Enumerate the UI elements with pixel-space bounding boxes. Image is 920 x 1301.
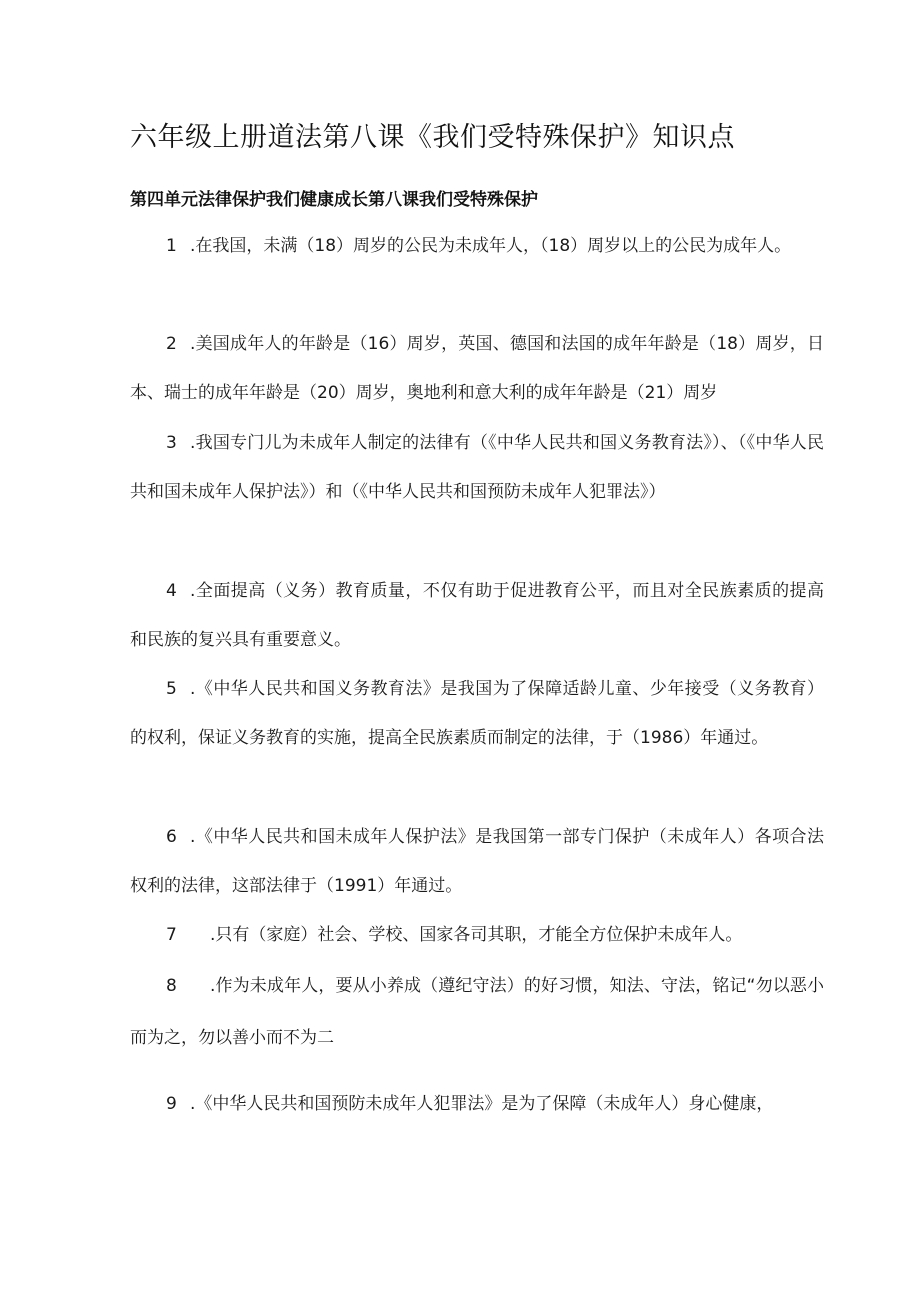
document-title: 六年级上册道法第八课《我们受特殊保护》知识点 [130, 122, 735, 153]
item-text: .在我国，未满（18）周岁的公民为未成年人，（18）周岁以上的公民为成年人。 [190, 236, 792, 256]
item-number: 7 [166, 925, 177, 945]
list-item [130, 1080, 824, 1129]
list-item [130, 222, 824, 271]
item-number: 6 [166, 827, 177, 847]
item-number: 4 [166, 581, 177, 601]
item-text: .《中华人民共和国义务教育法》是我国为了保障适龄儿童、少年接受（义务教育）的权利，保证义务教育的实施，提高全民族素质而制定的法律，于（1986）年通过。 [130, 679, 824, 748]
item-number: 1 [166, 236, 177, 256]
item-number: 8 [166, 976, 177, 996]
list-item [130, 960, 824, 1064]
list-item [130, 665, 824, 763]
list-item [130, 813, 824, 911]
list-item [130, 911, 824, 960]
item-text: .《中华人民共和国未成年人保护法》是我国第一部专门保护（未成年人）各项合法权利的法律，这部法律于（1991）年通过。 [130, 827, 824, 896]
item-number: 2 [166, 334, 177, 354]
item-text: .作为未成年人，要从小养成（遵纪守法）的好习惯，知法、守法，铭记“勿以恶小而为之，勿以善小而不为二 [130, 976, 824, 1048]
item-text: .全面提高（义务）教育质量，不仅有助于促进教育公平，而且对全民族素质的提高和民族的复兴具有重要意义。 [130, 581, 824, 650]
item-text: .我国专门儿为未成年人制定的法律有（《中华人民共和国义务教育法》）、（《中华人民共和国未成年人保护法》）和（《中华人民共和国预防未成年人犯罪法》） [130, 433, 824, 502]
list-item [130, 419, 824, 517]
section-heading: 第四单元法律保护我们健康成长第八课我们受特殊保护 [130, 190, 538, 210]
item-text: .美国成年人的年龄是（16）周岁，英国、德国和法国的成年年龄是（18）周岁，日本、瑞士的成年年龄是（20）周岁，奥地利和意大利的成年年龄是（21）周岁 [130, 334, 824, 403]
item-number: 9 [166, 1094, 177, 1114]
list-item [130, 567, 824, 665]
list-item [130, 320, 824, 418]
item-text: .《中华人民共和国预防未成年人犯罪法》是为了保障（未成年人）身心健康， [190, 1094, 774, 1114]
item-number: 5 [166, 679, 177, 699]
item-text: .只有（家庭）社会、学校、国家各司其职，才能全方位保护未成年人。 [210, 925, 743, 945]
item-number: 3 [166, 433, 177, 453]
